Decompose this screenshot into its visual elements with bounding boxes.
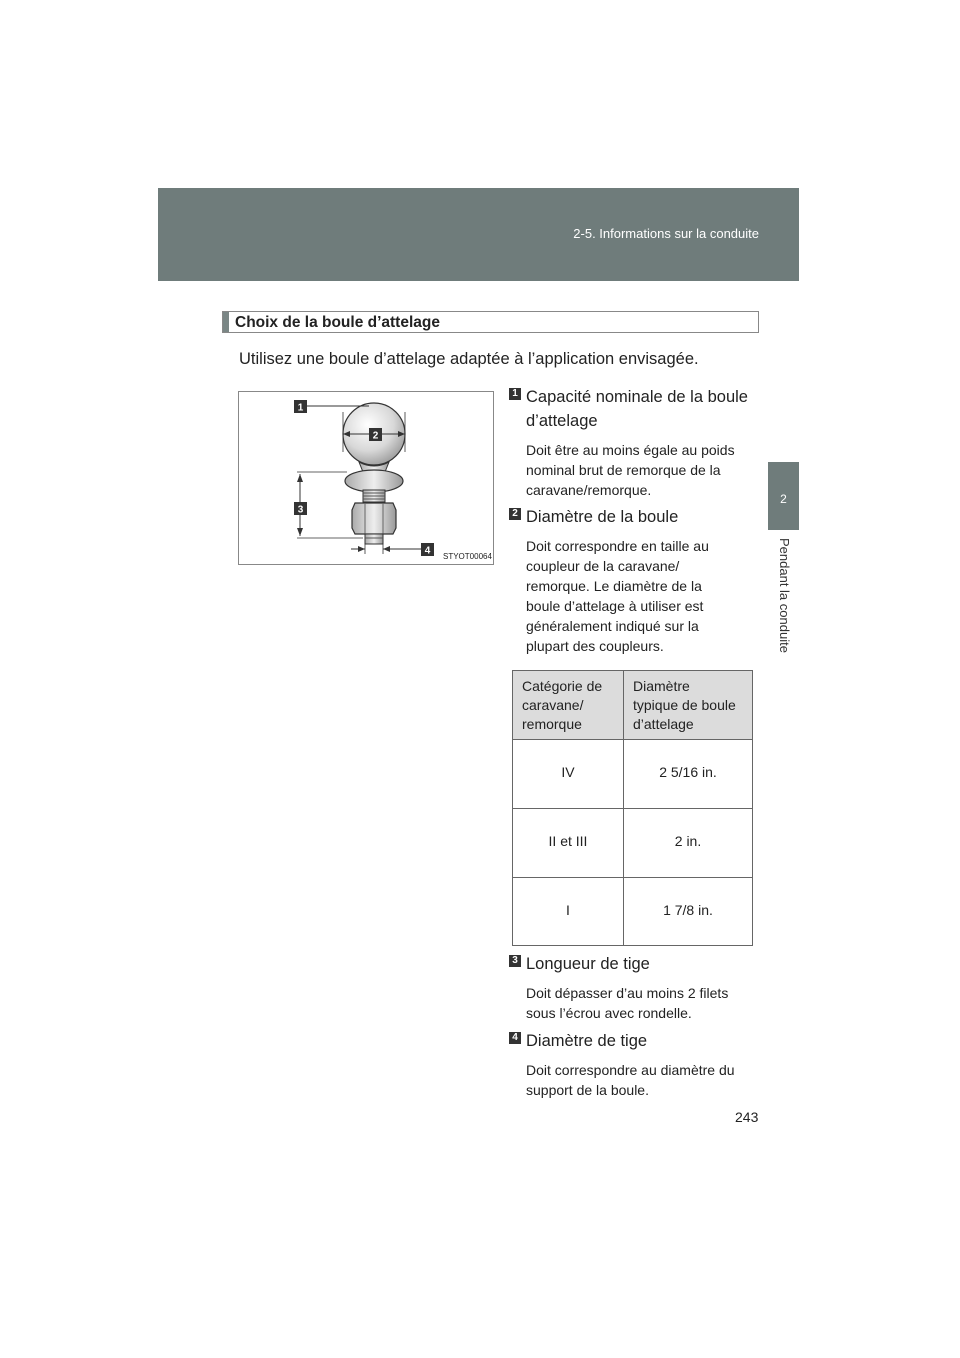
section-title: Choix de la boule d’attelage — [235, 314, 440, 331]
table-cell: 2 5/16 in. — [659, 764, 717, 780]
table-row — [513, 809, 752, 878]
bullet-3: 3 — [509, 955, 521, 967]
table-cell: 2 in. — [674, 833, 702, 849]
item-2-desc: Doit correspondre en taille au coupleur de la caravane/ remorque. Le diamètre de la boule d’attelage à utiliser est généralement indiqué sur la plupart des coupleurs. — [526, 538, 709, 654]
table-cell: 1 7/8 in. — [663, 902, 713, 918]
item-3-title: Longueur de tige — [526, 955, 650, 973]
figure-code: STYOT00064 — [443, 552, 492, 561]
chapter-tab[interactable] — [768, 462, 799, 530]
tow-ball-illustration — [239, 392, 493, 564]
svg-text:3: 3 — [297, 504, 304, 516]
item-3-desc: Doit dépasser d’au moins 2 filets sous l’écrou avec rondelle. — [526, 985, 729, 1021]
svg-text:2: 2 — [372, 430, 379, 442]
table-header — [513, 671, 752, 740]
table-cell: I — [566, 902, 570, 918]
svg-text:4: 4 — [424, 545, 431, 557]
bullet-2: 2 — [509, 508, 521, 520]
table-cell: II et III — [548, 833, 588, 849]
item-4-title: Diamètre de tige — [526, 1032, 648, 1050]
section-breadcrumb: 2-5. Informations sur la conduite — [573, 226, 759, 241]
table-cell: IV — [561, 764, 575, 780]
intro-text: Utilisez une boule d’attelage adaptée à l’application envisagée. — [239, 350, 699, 368]
svg-text:1: 1 — [297, 402, 304, 414]
item-1-title: Capacité nominale de la boule d’attelage — [526, 388, 748, 430]
title-accent — [223, 312, 229, 332]
header-category: Catégorie de caravane/ remorque — [522, 678, 603, 732]
ball-size-table — [512, 670, 753, 946]
table-row — [513, 740, 752, 809]
chapter-number: 2 — [780, 492, 787, 506]
bullet-4: 4 — [509, 1032, 521, 1044]
tow-ball-figure — [238, 391, 494, 565]
section-title-bar — [222, 311, 759, 333]
chapter-label-wrap — [771, 538, 799, 678]
chapter-label: Pendant la conduite — [777, 538, 792, 653]
page-number: 243 — [735, 1109, 759, 1125]
table-row — [513, 878, 752, 947]
table-divider — [623, 671, 624, 945]
header-band — [158, 188, 799, 281]
item-1-desc: Doit être au moins égale au poids nominal brut de remorque de la caravane/remorque. — [526, 442, 735, 498]
item-4-desc: Doit correspondre au diamètre du support de la boule. — [526, 1062, 735, 1098]
header-diameter: Diamètre typique de boule d’attelage — [633, 678, 736, 732]
bullet-1: 1 — [509, 388, 521, 400]
item-2-title: Diamètre de la boule — [526, 508, 679, 526]
